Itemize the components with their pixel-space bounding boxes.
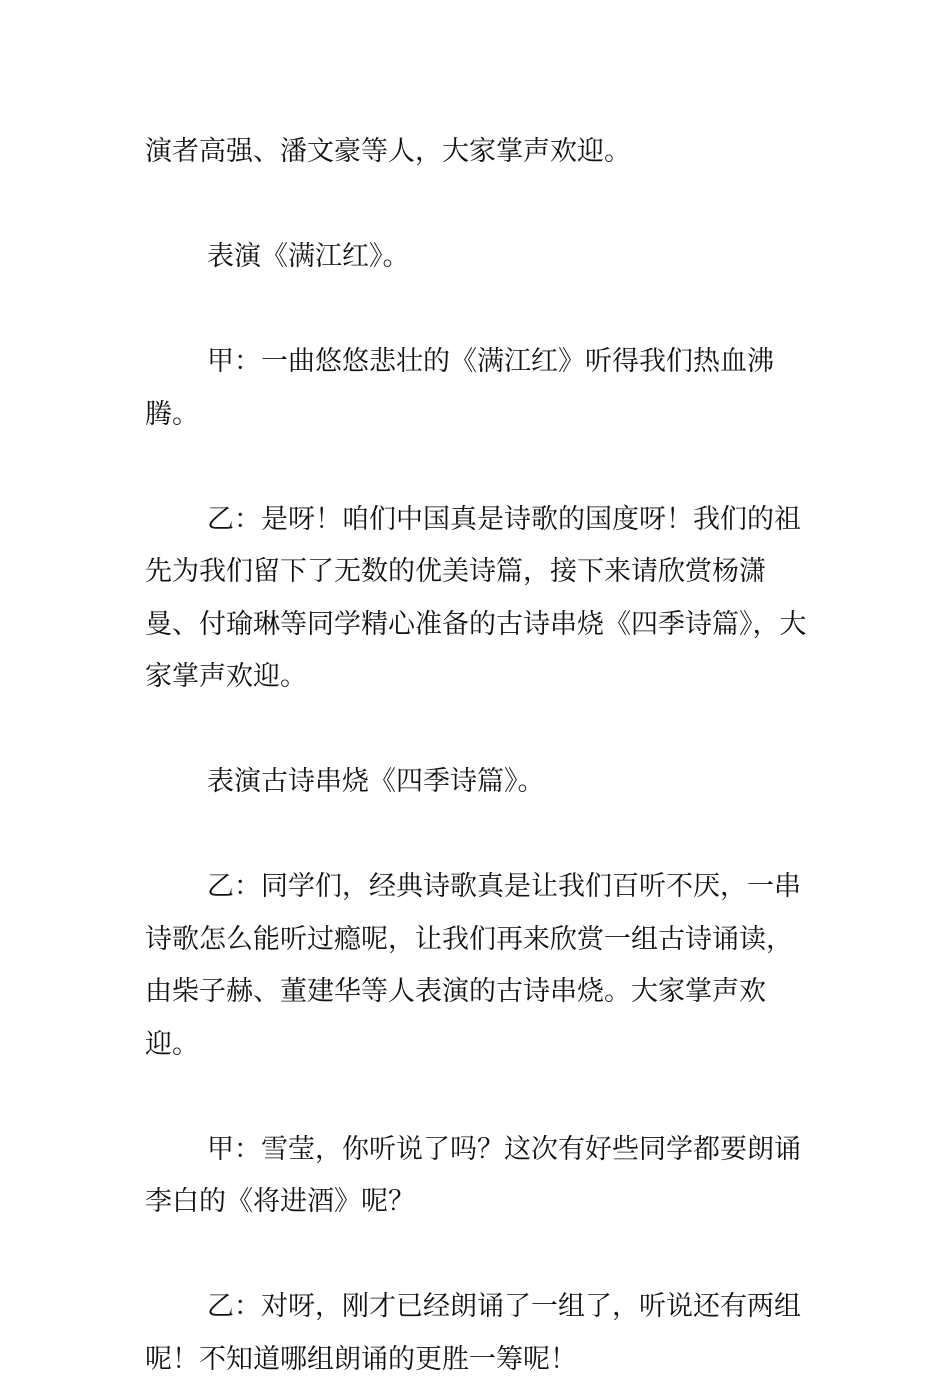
paragraph-intro-continuation: 演者高强、潘文豪等人，大家掌声欢迎。 <box>145 136 631 167</box>
paragraph-host-b-recitation-intro: 乙：同学们，经典诗歌真是让我们百听不厌，一串诗歌怎么能听过瘾呢，让我们再来欣赏一组古诗诵读，由柴子赫、董建华等人表演的古诗串烧。大家掌声欢迎。 <box>145 871 801 1060</box>
document-body <box>145 126 815 1386</box>
paragraph-performance-manjianghong: 表演《满江红》。 <box>207 241 410 272</box>
paragraph-host-b-reply: 乙：对呀，刚才已经朗诵了一组了，听说还有两组呢！不知道哪组朗诵的更胜一筹呢！ <box>145 1291 801 1375</box>
paragraph-host-b-introduction: 乙：是呀！咱们中国真是诗歌的国度呀！我们的祖先为我们留下了无数的优美诗篇，接下来请欣赏杨潇曼、付瑜琳等同学精心准备的古诗串烧《四季诗篇》，大家掌声欢迎。 <box>145 503 807 692</box>
paragraph-host-a-remark: 甲：一曲悠悠悲壮的《满江红》听得我们热血沸腾。 <box>145 346 774 430</box>
paragraph-performance-four-seasons: 表演古诗串烧《四季诗篇》。 <box>207 766 545 797</box>
paragraph-host-a-question: 甲：雪莹，你听说了吗？这次有好些同学都要朗诵李白的《将进酒》呢？ <box>145 1133 801 1217</box>
